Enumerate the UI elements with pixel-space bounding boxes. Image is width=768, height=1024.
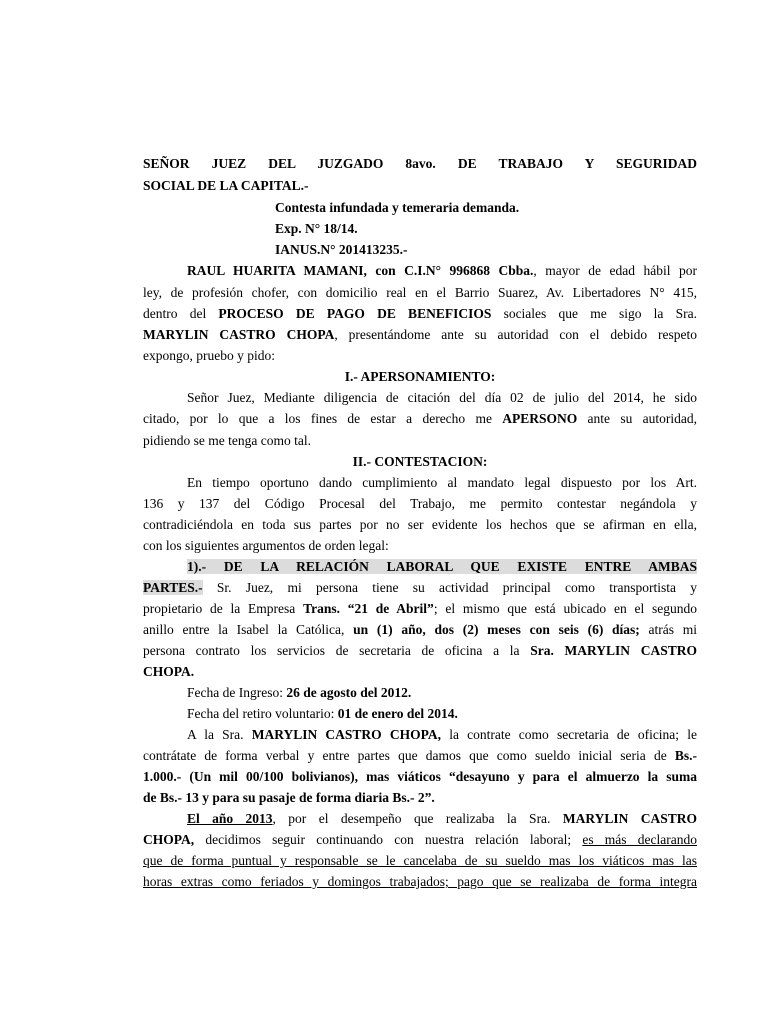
year2013-line-2: CHOPA, decidimos seguir continuando con nuestra relación laboral; es más declarando <box>143 832 697 847</box>
intro-line-5: expongo, pruebo y pido: <box>143 348 275 363</box>
expediente-number: Exp. N° 18/14. <box>275 221 358 236</box>
item1-line-2: PARTES.- Sr. Juez, mi persona tiene su actividad principal como transportista y <box>143 580 697 595</box>
fecha-retiro: Fecha del retiro voluntario: 01 de enero del 2014. <box>187 706 458 721</box>
year2013-line-4: horas extras como feriados y domingos trabajados; pago que se realizaba de forma integra <box>143 874 697 889</box>
item1-line-6: CHOPA. <box>143 664 195 679</box>
intro-line-3: dentro del PROCESO DE PAGO DE BENEFICIOS sociales que me sigo la Sra. <box>143 306 697 321</box>
section2-line-1: En tiempo oportuno dando cumplimiento al mandato legal dispuesto por los Art. <box>187 475 697 490</box>
section2-line-4: con los siguientes argumentos de orden legal: <box>143 538 389 553</box>
section1-line-1: Señor Juez, Mediante diligencia de citación del día 02 de julio del 2014, he sido <box>187 390 697 405</box>
intro-line-4: MARYLIN CASTRO CHOPA, presentándome ante su autoridad con el debido respeto <box>143 327 698 342</box>
year2013-line-3: que de forma puntual y responsable se le cancelaba de su sueldo mas los viáticos mas las <box>143 853 697 868</box>
section-title-apersonamiento: I.- APERSONAMIENTO: <box>344 369 496 384</box>
item1-line-5: persona contrato los servicios de secretaria de oficina a la Sra. MARYLIN CASTRO <box>143 643 697 658</box>
item1-line-3: propietario de la Empresa Trans. “21 de Abril”; el mismo que está ubicado en el segundo <box>143 601 697 616</box>
section1-line-3: pidiendo se me tenga como tal. <box>143 433 311 448</box>
item1-heading-line-1: 1).- DE LA RELACIÓN LABORAL QUE EXISTE ENTRE AMBAS <box>187 559 697 574</box>
intro-line-1: RAUL HUARITA MAMANI, con C.I.N° 996868 Cbba., mayor de edad hábil por <box>187 263 697 278</box>
ianus-number: IANUS.N° 201413235.- <box>275 242 408 257</box>
intro-line-2: ley, de profesión chofer, con domicilio real en el Barrio Suarez, Av. Libertadores N° 415, <box>143 285 697 300</box>
contract-line-3: 1.000.- (Un mil 00/100 bolivianos), mas viáticos “desayuno y para el almuerzo la suma <box>143 769 697 784</box>
contract-line-4: de Bs.- 13 y para su pasaje de forma diaria Bs.- 2”. <box>143 790 435 805</box>
subject-line: Contesta infundada y temeraria demanda. <box>275 200 520 215</box>
section1-line-2: citado, por lo que a los fines de estar a derecho me APERSONO ante su autoridad, <box>143 411 697 426</box>
section-title-contestacion: II.- CONTESTACION: <box>352 454 488 469</box>
item1-line-4: anillo entre la Isabel la Católica, un (1) año, dos (2) meses con seis (6) días; atrás mi <box>143 622 697 637</box>
contract-line-2: contrátate de forma verbal y entre partes que damos que como sueldo inicial seria de Bs.- <box>143 748 697 763</box>
court-address-line-2: SOCIAL DE LA CAPITAL.- <box>143 178 309 193</box>
court-address-line-1: SEÑOR JUEZ DEL JUZGADO 8avo. DE TRABAJO Y SEGURIDAD <box>143 156 697 171</box>
year2013-line-1: El año 2013, por el desempeño que realizaba la Sra. MARYLIN CASTRO <box>187 811 698 826</box>
fecha-ingreso: Fecha de Ingreso: 26 de agosto del 2012. <box>187 685 412 700</box>
section2-line-2: 136 y 137 del Código Procesal del Trabajo, me permito contestar negándola y <box>143 496 697 511</box>
section2-line-3: contradiciéndola en toda sus partes por no ser evidente los hechos que se afirman en ella, <box>143 517 697 532</box>
contract-line-1: A la Sra. MARYLIN CASTRO CHOPA, la contrate como secretaria de oficina; le <box>187 727 697 742</box>
